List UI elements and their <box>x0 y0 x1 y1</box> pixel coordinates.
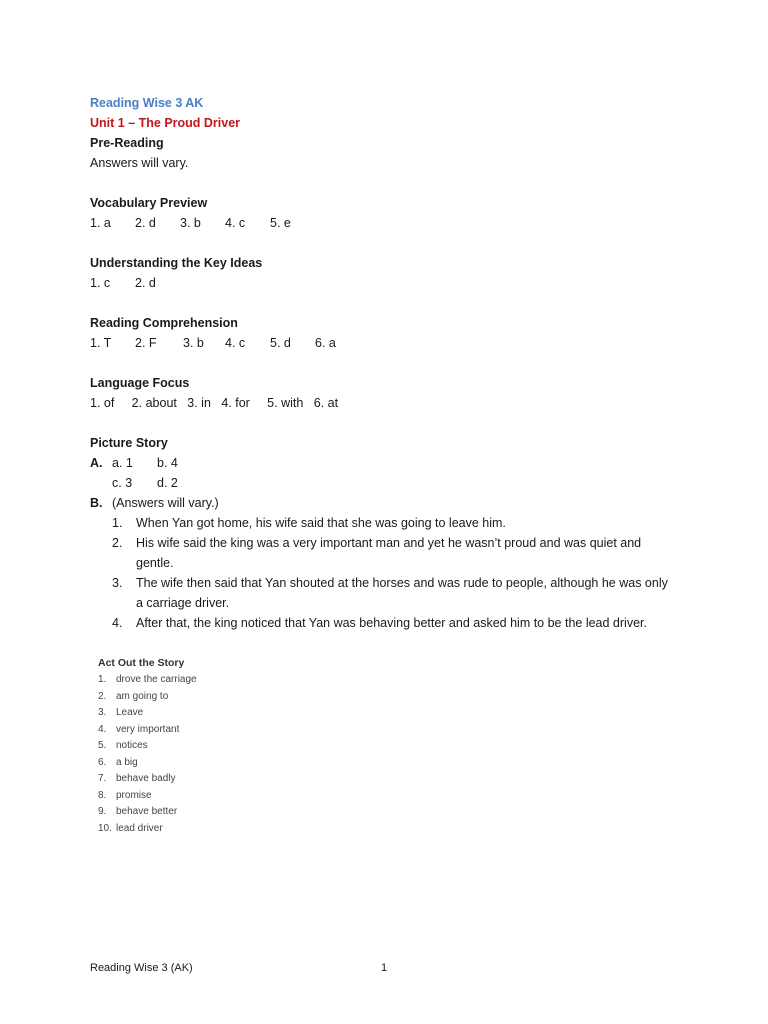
list-item-text: The wife then said that Yan shouted at the horses and was rude to people, although he was only a carriage driver. <box>136 576 668 610</box>
list-item <box>98 672 197 689</box>
list-item-text: a big <box>116 756 138 768</box>
act-out-section <box>98 656 197 837</box>
section-a-label: A. <box>90 456 103 470</box>
key-ideas-answers <box>90 273 710 293</box>
comprehension-answer: 3. b <box>183 336 204 350</box>
picture-story-a-answer: a. 1 <box>112 456 133 470</box>
list-item <box>98 821 197 838</box>
picture-story-a-row2 <box>90 473 710 493</box>
list-item-number: 2. <box>98 690 107 702</box>
footer-title: Reading Wise 3 (AK) <box>90 962 193 974</box>
answer-key-page <box>90 93 710 633</box>
list-item-text: behave better <box>116 806 178 817</box>
list-item-text: After that, the king noticed that Yan was behaving better and asked him to be the lead driver. <box>136 616 647 630</box>
list-item-number: 5. <box>98 740 107 751</box>
list-item-number: 6. <box>98 756 107 768</box>
list-item <box>98 705 197 722</box>
list-item <box>98 689 197 706</box>
list-item-number: 9. <box>98 806 107 817</box>
list-item <box>98 738 197 755</box>
unit-title: Unit 1 – The Proud Driver <box>90 116 241 130</box>
list-item-number: 4. <box>98 723 107 735</box>
document-title: Reading Wise 3 AK <box>90 96 204 110</box>
picture-story-a-answer: d. 2 <box>157 476 178 490</box>
comprehension-answer: 6. a <box>315 336 336 350</box>
vocab-answer: 1. a <box>90 216 111 230</box>
list-item-number: 7. <box>98 773 107 784</box>
pre-reading-answer: Answers will vary. <box>90 156 189 170</box>
list-item-text: notices <box>116 740 148 751</box>
picture-story-heading: Picture Story <box>90 436 168 450</box>
vocab-answer: 3. b <box>180 216 201 230</box>
list-item <box>90 533 710 573</box>
picture-story-a-answer: b. 4 <box>157 456 178 470</box>
vocab-heading: Vocabulary Preview <box>90 196 208 210</box>
vocab-answer: 5. e <box>270 216 291 230</box>
list-item <box>98 755 197 772</box>
list-item-number: 3. <box>98 707 107 718</box>
list-item <box>98 788 197 805</box>
picture-story-a-row1 <box>90 453 710 473</box>
page-number: 1 <box>381 962 388 974</box>
list-item-number: 2. <box>112 536 123 550</box>
list-item-number: 4. <box>112 616 123 630</box>
comprehension-heading: Reading Comprehension <box>90 316 238 330</box>
list-item-number: 8. <box>98 789 107 801</box>
list-item-text: very important <box>116 723 180 735</box>
list-item-number: 1. <box>112 516 123 530</box>
list-item-text: behave badly <box>116 773 176 784</box>
list-item-text: am going to <box>116 690 169 702</box>
act-out-heading: Act Out the Story <box>98 657 185 669</box>
key-ideas-answer: 2. d <box>135 276 156 290</box>
section-b-label: B. <box>90 496 103 510</box>
vocab-answer: 4. c <box>225 216 246 230</box>
list-item-number: 10. <box>98 822 112 834</box>
comprehension-answer: 2. F <box>135 336 157 350</box>
comprehension-answer: 1. T <box>90 336 112 350</box>
list-item-text: promise <box>116 789 152 801</box>
list-item <box>98 804 197 821</box>
list-item-text: drove the carriage <box>116 674 197 685</box>
key-ideas-answer: 1. c <box>90 276 111 290</box>
list-item <box>90 573 710 613</box>
list-item-number: 3. <box>112 576 123 590</box>
list-item <box>90 613 710 633</box>
picture-story-b-note: (Answers will vary.) <box>112 496 219 510</box>
list-item <box>98 722 197 739</box>
comprehension-answer: 5. d <box>270 336 291 350</box>
list-item-text: lead driver <box>116 822 163 834</box>
comprehension-answer: 4. c <box>225 336 246 350</box>
list-item <box>90 513 710 533</box>
key-ideas-heading: Understanding the Key Ideas <box>90 256 263 270</box>
pre-reading-heading: Pre-Reading <box>90 136 164 150</box>
list-item-text: His wife said the king was a very important man and yet he wasn’t proud and was quiet and gentle. <box>136 536 642 570</box>
vocab-answers <box>90 213 710 233</box>
language-heading: Language Focus <box>90 376 190 390</box>
picture-story-b-row <box>90 493 710 513</box>
list-item <box>98 771 197 788</box>
vocab-answer: 2. d <box>135 216 156 230</box>
language-answers: 1. of 2. about 3. in 4. for 5. with 6. at <box>90 396 339 410</box>
list-item-number: 1. <box>98 674 107 685</box>
list-item-text: When Yan got home, his wife said that she was going to leave him. <box>136 516 506 530</box>
list-item-text: Leave <box>116 707 144 718</box>
picture-story-a-answer: c. 3 <box>112 476 133 490</box>
comprehension-answers <box>90 333 710 353</box>
